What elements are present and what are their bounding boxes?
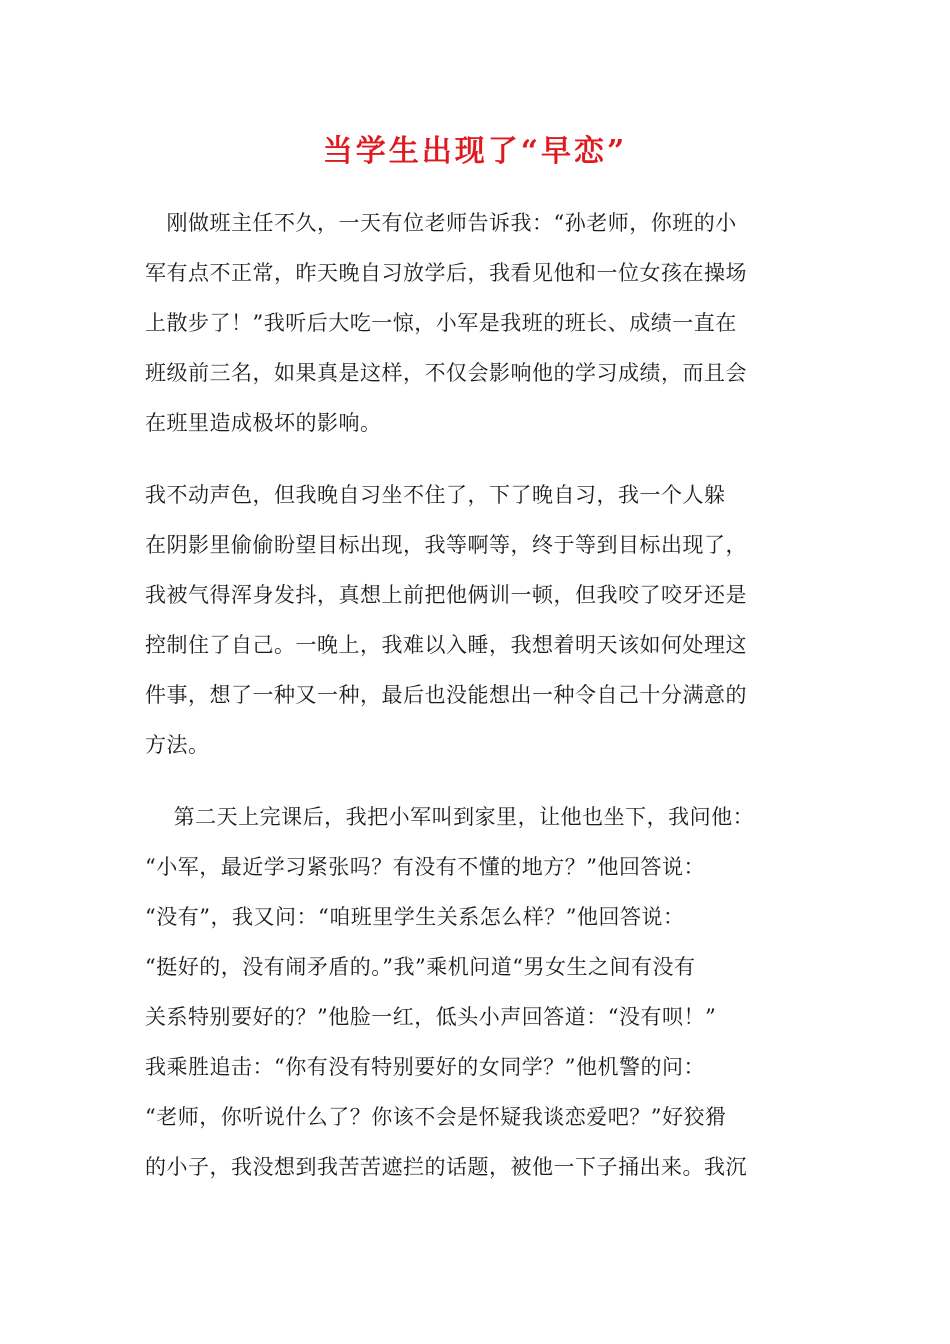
paragraph-1 — [145, 198, 805, 448]
text-line: 在阴影里偷偷盼望目标出现，我等啊等，终于等到目标出现了， — [145, 533, 747, 557]
text-line: “挺好的，没有闹矛盾的。”我”乘机问道“男女生之间有没有 — [145, 955, 696, 979]
text-line: 我乘胜追击：“你有没有特别要好的女同学？”他机警的问： — [145, 1055, 705, 1079]
paragraph-3 — [145, 792, 805, 1192]
text-line: 班级前三名，如果真是这样，不仅会影响他的学习成绩，而且会 — [145, 361, 747, 385]
text-line: 我不动声色，但我晚自习坐不住了，下了晚自习，我一个人躲 — [145, 483, 726, 507]
text-line: 关系特别要好的？”他脸一红，低头小声回答道：“没有呗！” — [145, 1005, 717, 1029]
paragraph-2 — [145, 470, 805, 770]
text-line: “没有”，我又问：“咱班里学生关系怎么样？”他回答说： — [145, 905, 685, 929]
text-line: “老师，你听说什么了？你该不会是怀疑我谈恋爱吧？”好狡猾 — [145, 1105, 727, 1129]
text-line: 第二天上完课后，我把小军叫到家里，让他也坐下，我问他： — [145, 805, 755, 829]
text-line: 件事，想了一种又一种，最后也没能想出一种令自己十分满意的 — [145, 683, 747, 707]
text-line: “小军，最近学习紧张吗？有没有不懂的地方？”他回答说： — [145, 855, 705, 879]
text-line: 上散步了！”我听后大吃一惊，小军是我班的班长、成绩一直在 — [145, 311, 737, 335]
text-line: 方法。 — [145, 733, 210, 757]
document-title: 当学生出现了“早恋” — [322, 134, 628, 169]
text-line: 控制住了自己。一晚上，我难以入睡，我想着明天该如何处理这 — [145, 633, 747, 657]
text-line: 军有点不正常，昨天晚自习放学后，我看见他和一位女孩在操场 — [145, 261, 747, 285]
text-line: 在班里造成极坏的影响。 — [145, 411, 382, 435]
text-line: 的小子，我没想到我苦苦遮拦的话题，被他一下子捅出来。我沉 — [145, 1155, 747, 1179]
text-line: 刚做班主任不久，一天有位老师告诉我：“孙老师，你班的小 — [145, 211, 737, 235]
text-line: 我被气得浑身发抖，真想上前把他俩训一顿，但我咬了咬牙还是 — [145, 583, 747, 607]
